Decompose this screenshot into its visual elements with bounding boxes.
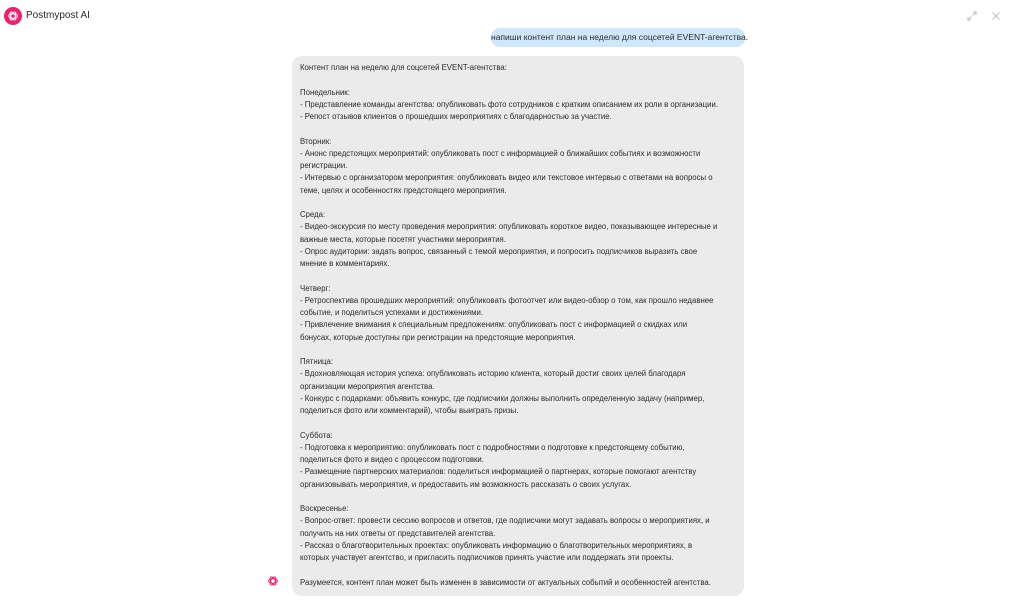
- message-line: - Подготовка к мероприятию: опубликовать пост с подробностями о подготовке к предстоящему событию,: [300, 442, 685, 452]
- message-line: получить на них ответы от представителей агентства.: [300, 528, 496, 538]
- message-line: Суббота:: [300, 430, 333, 440]
- openai-flower-icon: [4, 7, 22, 25]
- message-line: [300, 417, 736, 429]
- message-line: теме, целях и особенностях предстоящего мероприятия.: [300, 185, 507, 195]
- message-line: - Анонс предстоящих мероприятий: опубликовать пост с информацией о ближайших событиях и возможности: [300, 148, 701, 158]
- message-line: [300, 123, 736, 135]
- message-line: Вторник:: [300, 136, 332, 146]
- message-line: - Размещение партнерских материалов: поделиться информацией о партнерах, которые помогают агентству: [300, 467, 697, 477]
- message-line: - Опрос аудитории: задать вопрос, связанный с темой мероприятия, и попросить подписчиков выразить свое: [300, 246, 698, 256]
- message-line: которых участвует агентство, и пригласить подписчиков принять участие или поддержать эти проекты.: [300, 553, 674, 562]
- message-line: поделиться фото или комментарий), чтобы выиграть призы.: [300, 406, 519, 415]
- openai-flower-icon: [266, 574, 280, 588]
- message-line: [300, 344, 736, 356]
- message-line: мнение в комментариях.: [300, 259, 390, 268]
- message-line: [300, 491, 736, 503]
- message-line: - Репост отзывов клиентов о прошедших мероприятиях с благодарностью за участие.: [300, 112, 612, 121]
- message-line: событие, и поделиться успехами и достижениями.: [300, 308, 484, 317]
- message-line: - Рассказ о благотворительных проектах: опубликовать информацию о благотворительных мероприятиях, в: [300, 540, 693, 550]
- message-line: - Интервью с организатором мероприятия: опубликовать видео или текстовое интервью с ответами на вопросы о: [300, 173, 713, 183]
- message-line: Разумеется, контент план может быть изменен в зависимости от актуальных событий и особенностей агентства.: [300, 577, 711, 587]
- message-line: организации мероприятия агентства.: [300, 381, 435, 391]
- message-line: - Конкурс с подарками: объявить конкурс, где подписчики должны выполнить определенную задачу (например,: [300, 393, 705, 403]
- message-line: поделиться фото и видео с процессом подготовки.: [300, 455, 484, 464]
- message-line: Воскресенье:: [300, 504, 349, 513]
- user-message: напиши контент план на неделю для соцсетей EVENT-агентства.: [491, 28, 745, 47]
- message-line: Среда:: [300, 210, 326, 219]
- message-line: Контент план на неделю для соцсетей EVENT-агентства:: [300, 63, 507, 72]
- message-line: бонусах, которые доступны при регистрации на предстоящие мероприятия.: [300, 332, 576, 342]
- assistant-message: [292, 56, 744, 596]
- message-line: Четверг:: [300, 283, 331, 293]
- message-line: регистрации.: [300, 161, 348, 170]
- message-line: [300, 270, 736, 282]
- message-line: важные места, которые посетят участники мероприятия.: [300, 234, 506, 244]
- close-icon[interactable]: [988, 8, 1004, 24]
- message-line: - Вопрос-ответ: провести сессию вопросов и ответов, где подписчики могут задавать вопросы о мероприятиях, и: [300, 516, 710, 526]
- message-line: организовывать мероприятия, и предоставить им возможность рассказать о своих услугах.: [300, 479, 632, 489]
- message-line: Пятница:: [300, 357, 334, 366]
- expand-icon[interactable]: [964, 8, 980, 24]
- message-line: - Ретроспектива прошедших мероприятий: опубликовать фотоотчет или видео-обзор о том, как прошло недавнее: [300, 295, 714, 305]
- message-line: [300, 197, 736, 209]
- message-line: Понедельник:: [300, 87, 350, 97]
- message-line: [300, 564, 736, 576]
- message-line: - Представление команды агентства: опубликовать фото сотрудников с кратким описанием их роли в организации.: [300, 99, 718, 109]
- message-line: - Видео-экскурсия по месту проведения мероприятия: опубликовать короткое видео, показывающее интересные и: [300, 222, 718, 232]
- message-line: [300, 74, 736, 86]
- message-line: - Вдохновляющая история успеха: опубликовать историю клиента, который достиг своих целей благодаря: [300, 369, 686, 379]
- message-line: - Привлечение внимания к специальным предложениям: опубликовать пост с информацией о скидках или: [300, 320, 688, 330]
- app-title: Postmypost AI: [26, 10, 90, 21]
